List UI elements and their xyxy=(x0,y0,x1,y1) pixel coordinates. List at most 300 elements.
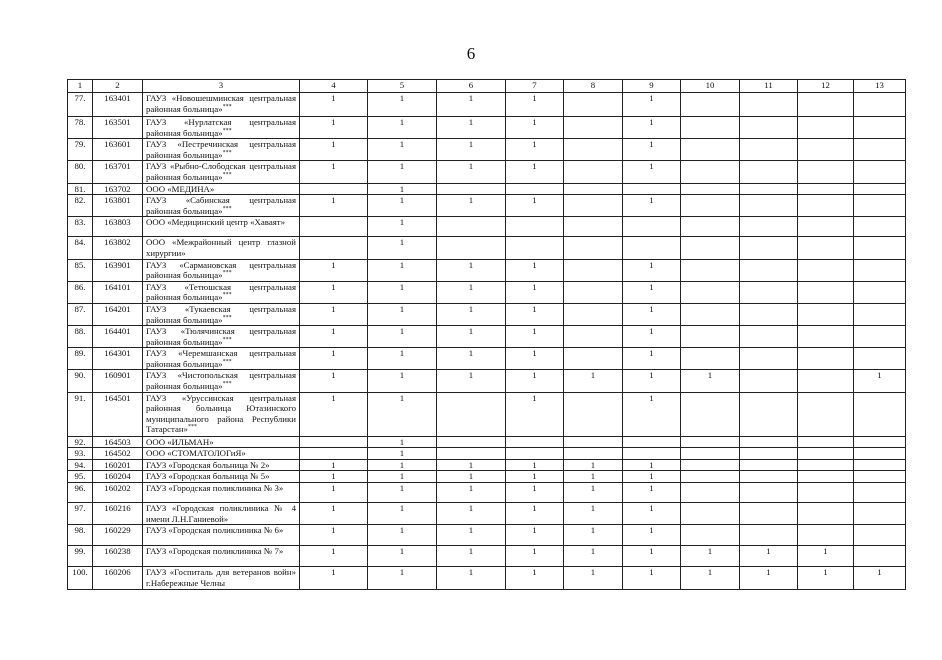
cell-value xyxy=(564,448,623,460)
cell-value: 1 xyxy=(740,567,798,590)
cell-value: 1 xyxy=(300,326,368,348)
cell-value xyxy=(564,303,623,325)
page-number: 6 xyxy=(466,44,476,63)
cell-value xyxy=(740,471,798,483)
cell-value: 1 xyxy=(368,567,437,590)
organization-name xyxy=(143,303,300,325)
table-row xyxy=(68,471,906,483)
table-row xyxy=(68,237,906,259)
row-number: 97. xyxy=(68,503,93,525)
row-number: 85. xyxy=(68,259,93,281)
cell-value xyxy=(564,139,623,161)
cell-value xyxy=(681,303,740,325)
organization-name xyxy=(143,436,300,448)
cell-value xyxy=(854,436,906,448)
cell-value: 1 xyxy=(368,348,437,370)
cell-value: 1 xyxy=(506,281,564,303)
cell-value xyxy=(798,448,854,460)
cell-value xyxy=(300,436,368,448)
column-header: 13 xyxy=(854,80,906,93)
row-number: 77. xyxy=(68,93,93,117)
cell-value: 1 xyxy=(506,303,564,325)
cell-value: 1 xyxy=(368,546,437,567)
cell-value: 1 xyxy=(564,503,623,525)
cell-value: 1 xyxy=(506,195,564,217)
row-code: 163501 xyxy=(93,117,143,139)
row-code: 160229 xyxy=(93,525,143,546)
organization-name xyxy=(143,281,300,303)
organization-name xyxy=(143,195,300,217)
cell-value: 1 xyxy=(368,237,437,259)
cell-value: 1 xyxy=(368,259,437,281)
cell-value: 1 xyxy=(506,370,564,392)
cell-value: 1 xyxy=(564,471,623,483)
cell-value: 1 xyxy=(506,567,564,590)
organization-name-text: ГАУЗ «Рыбно-Слободская центральная районная больница» xyxy=(146,161,296,182)
cell-value: 1 xyxy=(300,259,368,281)
cell-value: 1 xyxy=(623,525,681,546)
footnote-mark: *** xyxy=(187,424,197,431)
cell-value xyxy=(798,370,854,392)
row-code: 163803 xyxy=(93,217,143,237)
cell-value: 1 xyxy=(798,567,854,590)
organization-name-text: ГАУЗ «Пестречинская центральная районная больница» xyxy=(146,139,296,160)
cell-value xyxy=(681,217,740,237)
organization-name-text: ГАУЗ «Уруссинская центральная районная больница Ютазинского муниципального района Республики Татарстан» xyxy=(146,392,296,435)
cell-value: 1 xyxy=(854,567,906,590)
cell-value xyxy=(623,436,681,448)
cell-value xyxy=(506,237,564,259)
cell-value xyxy=(798,217,854,237)
row-number: 98. xyxy=(68,525,93,546)
organization-name-text: ГАУЗ «Городская поликлиника № 4 имени Л.Н.Ганиевой» xyxy=(146,503,296,524)
cell-value: 1 xyxy=(300,483,368,503)
column-header: 1 xyxy=(68,80,93,93)
organization-name xyxy=(143,525,300,546)
organization-name xyxy=(143,448,300,460)
cell-value xyxy=(740,459,798,471)
table-row xyxy=(68,525,906,546)
row-number: 100. xyxy=(68,567,93,590)
cell-value: 1 xyxy=(437,503,506,525)
organization-name xyxy=(143,348,300,370)
organization-name-text: ООО «Межрайонный центр глазной хирургии» xyxy=(146,237,296,258)
cell-value xyxy=(798,348,854,370)
cell-value xyxy=(300,237,368,259)
cell-value: 1 xyxy=(506,326,564,348)
cell-value: 1 xyxy=(437,195,506,217)
organization-name-text: ГАУЗ «Городская поликлиника № 6» xyxy=(146,525,284,536)
cell-value: 1 xyxy=(506,139,564,161)
table-row xyxy=(68,139,906,161)
row-number: 80. xyxy=(68,161,93,183)
table-row xyxy=(68,161,906,183)
cell-value xyxy=(798,161,854,183)
row-number: 89. xyxy=(68,348,93,370)
cell-value xyxy=(681,392,740,436)
cell-value xyxy=(854,161,906,183)
row-code: 164503 xyxy=(93,436,143,448)
cell-value: 1 xyxy=(437,326,506,348)
row-code: 160201 xyxy=(93,459,143,471)
organization-name xyxy=(143,117,300,139)
cell-value: 1 xyxy=(437,161,506,183)
row-code: 163701 xyxy=(93,161,143,183)
row-number: 79. xyxy=(68,139,93,161)
cell-value xyxy=(564,326,623,348)
table-row xyxy=(68,195,906,217)
table-body xyxy=(68,80,906,590)
cell-value xyxy=(854,217,906,237)
cell-value: 1 xyxy=(623,117,681,139)
cell-value: 1 xyxy=(300,139,368,161)
cell-value xyxy=(623,237,681,259)
row-number: 90. xyxy=(68,370,93,392)
cell-value: 1 xyxy=(300,117,368,139)
cell-value: 1 xyxy=(437,370,506,392)
cell-value: 1 xyxy=(623,259,681,281)
column-header: 11 xyxy=(740,80,798,93)
cell-value xyxy=(740,392,798,436)
cell-value: 1 xyxy=(623,195,681,217)
cell-value: 1 xyxy=(564,370,623,392)
cell-value xyxy=(854,237,906,259)
cell-value: 1 xyxy=(437,525,506,546)
organization-name-text: ГАУЗ «Сармановская центральная районная больница» xyxy=(146,259,296,281)
cell-value xyxy=(623,217,681,237)
cell-value xyxy=(437,448,506,460)
organization-name xyxy=(143,259,300,281)
cell-value xyxy=(854,303,906,325)
cell-value xyxy=(798,436,854,448)
row-code: 163702 xyxy=(93,183,143,195)
cell-value xyxy=(564,117,623,139)
cell-value xyxy=(681,93,740,117)
cell-value xyxy=(854,259,906,281)
cell-value xyxy=(681,483,740,503)
cell-value: 1 xyxy=(506,117,564,139)
cell-value xyxy=(437,183,506,195)
cell-value xyxy=(798,183,854,195)
cell-value: 1 xyxy=(854,370,906,392)
organization-name xyxy=(143,139,300,161)
row-number: 99. xyxy=(68,546,93,567)
cell-value xyxy=(564,281,623,303)
row-number: 86. xyxy=(68,281,93,303)
cell-value xyxy=(564,217,623,237)
cell-value: 1 xyxy=(300,471,368,483)
cell-value xyxy=(854,117,906,139)
organization-name xyxy=(143,483,300,503)
cell-value xyxy=(854,483,906,503)
cell-value: 1 xyxy=(623,348,681,370)
row-code: 163901 xyxy=(93,259,143,281)
cell-value xyxy=(564,436,623,448)
column-header: 12 xyxy=(798,80,854,93)
table-row xyxy=(68,217,906,237)
row-code: 163802 xyxy=(93,237,143,259)
cell-value: 1 xyxy=(506,392,564,436)
cell-value: 1 xyxy=(368,183,437,195)
cell-value: 1 xyxy=(506,483,564,503)
cell-value xyxy=(740,525,798,546)
cell-value: 1 xyxy=(506,161,564,183)
cell-value: 1 xyxy=(623,93,681,117)
cell-value: 1 xyxy=(623,303,681,325)
cell-value xyxy=(854,139,906,161)
organization-name-text: ГАУЗ «Чистопольская центральная районная больница» xyxy=(146,370,296,392)
cell-value: 1 xyxy=(437,348,506,370)
table-row xyxy=(68,370,906,392)
cell-value xyxy=(506,183,564,195)
cell-value xyxy=(437,392,506,436)
cell-value xyxy=(798,303,854,325)
row-code: 164501 xyxy=(93,392,143,436)
table-row xyxy=(68,546,906,567)
cell-value xyxy=(681,183,740,195)
cell-value xyxy=(564,195,623,217)
table-row xyxy=(68,459,906,471)
cell-value: 1 xyxy=(368,139,437,161)
cell-value: 1 xyxy=(564,525,623,546)
table-row xyxy=(68,183,906,195)
cell-value xyxy=(437,436,506,448)
row-code: 163401 xyxy=(93,93,143,117)
cell-value xyxy=(740,503,798,525)
cell-value xyxy=(854,348,906,370)
organization-name-text: ГАУЗ «Сабинская центральная районная больница» xyxy=(146,195,296,216)
cell-value xyxy=(740,183,798,195)
cell-value xyxy=(854,525,906,546)
table-row xyxy=(68,326,906,348)
cell-value: 1 xyxy=(368,217,437,237)
footnote-mark: *** xyxy=(222,205,232,212)
cell-value: 1 xyxy=(437,483,506,503)
cell-value xyxy=(740,195,798,217)
organization-name-text: ГАУЗ «Городская поликлиника № 7» xyxy=(146,546,284,557)
row-number: 94. xyxy=(68,459,93,471)
cell-value xyxy=(854,471,906,483)
row-code: 160238 xyxy=(93,546,143,567)
row-code: 164201 xyxy=(93,303,143,325)
cell-value xyxy=(798,195,854,217)
cell-value: 1 xyxy=(623,139,681,161)
row-number: 87. xyxy=(68,303,93,325)
column-header: 8 xyxy=(564,80,623,93)
cell-value xyxy=(798,259,854,281)
organization-name-text: ООО «СТОМАТОЛОГиЯ» xyxy=(146,448,246,459)
cell-value: 1 xyxy=(437,471,506,483)
organization-name xyxy=(143,471,300,483)
cell-value xyxy=(681,348,740,370)
cell-value xyxy=(564,392,623,436)
cell-value: 1 xyxy=(623,567,681,590)
cell-value: 1 xyxy=(437,93,506,117)
cell-value: 1 xyxy=(506,503,564,525)
cell-value xyxy=(681,237,740,259)
cell-value: 1 xyxy=(506,471,564,483)
cell-value xyxy=(681,195,740,217)
cell-value xyxy=(740,93,798,117)
organization-name-text: ГАУЗ «Тюлячинская центральная районная больница» xyxy=(146,326,296,347)
cell-value: 1 xyxy=(681,546,740,567)
organization-name-text: ООО «МЕДИНА» xyxy=(146,183,215,194)
cell-value xyxy=(854,503,906,525)
organization-name xyxy=(143,459,300,471)
row-number: 95. xyxy=(68,471,93,483)
cell-value: 1 xyxy=(623,459,681,471)
footnote-mark: *** xyxy=(222,149,232,156)
column-header: 3 xyxy=(143,80,300,93)
row-number: 82. xyxy=(68,195,93,217)
cell-value: 1 xyxy=(506,348,564,370)
row-number: 78. xyxy=(68,117,93,139)
organization-name-text: ГАУЗ «Новошешминская центральная районная больница» xyxy=(146,93,296,114)
cell-value: 1 xyxy=(437,139,506,161)
cell-value: 1 xyxy=(368,93,437,117)
cell-value xyxy=(740,161,798,183)
organization-name-text: ГАУЗ «Городская больница № 5» xyxy=(146,471,270,482)
organization-name-text: ООО «Медицинский центр «Хаваят» xyxy=(146,217,286,228)
table-row xyxy=(68,436,906,448)
cell-value xyxy=(300,217,368,237)
cell-value xyxy=(740,303,798,325)
row-number: 81. xyxy=(68,183,93,195)
cell-value: 1 xyxy=(368,525,437,546)
cell-value xyxy=(506,436,564,448)
row-number: 84. xyxy=(68,237,93,259)
cell-value: 1 xyxy=(681,567,740,590)
header-row xyxy=(68,80,906,93)
cell-value xyxy=(681,503,740,525)
cell-value: 1 xyxy=(623,326,681,348)
table-row xyxy=(68,448,906,460)
cell-value xyxy=(681,259,740,281)
organization-name xyxy=(143,326,300,348)
cell-value xyxy=(740,139,798,161)
organization-name xyxy=(143,161,300,183)
cell-value: 1 xyxy=(368,326,437,348)
row-number: 88. xyxy=(68,326,93,348)
cell-value xyxy=(681,471,740,483)
row-code: 164101 xyxy=(93,281,143,303)
cell-value: 1 xyxy=(368,471,437,483)
cell-value xyxy=(564,348,623,370)
cell-value xyxy=(681,525,740,546)
organization-name xyxy=(143,183,300,195)
table-row xyxy=(68,259,906,281)
cell-value: 1 xyxy=(300,195,368,217)
cell-value: 1 xyxy=(368,195,437,217)
cell-value xyxy=(854,93,906,117)
cell-value: 1 xyxy=(564,459,623,471)
cell-value: 1 xyxy=(623,392,681,436)
cell-value: 1 xyxy=(564,567,623,590)
organization-name-text: ГАУЗ «Нурлатская центральная районная больница» xyxy=(146,117,296,138)
cell-value xyxy=(740,117,798,139)
row-code: 163601 xyxy=(93,139,143,161)
row-code: 160901 xyxy=(93,370,143,392)
cell-value: 1 xyxy=(368,161,437,183)
cell-value xyxy=(681,139,740,161)
cell-value xyxy=(854,459,906,471)
row-number: 93. xyxy=(68,448,93,460)
cell-value xyxy=(854,448,906,460)
cell-value: 1 xyxy=(623,370,681,392)
data-table xyxy=(67,79,906,590)
cell-value xyxy=(681,326,740,348)
cell-value xyxy=(564,161,623,183)
cell-value xyxy=(740,237,798,259)
organization-name xyxy=(143,567,300,590)
column-header: 10 xyxy=(681,80,740,93)
cell-value xyxy=(681,117,740,139)
cell-value: 1 xyxy=(368,370,437,392)
cell-value: 1 xyxy=(300,392,368,436)
cell-value: 1 xyxy=(368,483,437,503)
cell-value xyxy=(854,281,906,303)
cell-value xyxy=(506,448,564,460)
cell-value xyxy=(798,93,854,117)
cell-value: 1 xyxy=(437,259,506,281)
organization-name xyxy=(143,93,300,117)
footnote-mark: *** xyxy=(222,358,232,365)
cell-value: 1 xyxy=(300,503,368,525)
cell-value: 1 xyxy=(623,471,681,483)
cell-value: 1 xyxy=(300,303,368,325)
cell-value: 1 xyxy=(681,370,740,392)
cell-value xyxy=(798,392,854,436)
cell-value xyxy=(437,217,506,237)
cell-value: 1 xyxy=(300,161,368,183)
cell-value: 1 xyxy=(798,546,854,567)
cell-value: 1 xyxy=(564,546,623,567)
cell-value xyxy=(854,326,906,348)
cell-value: 1 xyxy=(564,483,623,503)
cell-value: 1 xyxy=(300,370,368,392)
cell-value: 1 xyxy=(623,161,681,183)
cell-value xyxy=(623,183,681,195)
row-number: 83. xyxy=(68,217,93,237)
cell-value xyxy=(300,448,368,460)
organization-name-text: ГАУЗ «Тукаевская центральная районная больница» xyxy=(146,303,296,325)
column-header: 7 xyxy=(506,80,564,93)
row-code: 164502 xyxy=(93,448,143,460)
cell-value: 1 xyxy=(506,459,564,471)
cell-value: 1 xyxy=(437,546,506,567)
cell-value: 1 xyxy=(623,281,681,303)
footnote-mark: *** xyxy=(222,292,232,299)
cell-value xyxy=(740,436,798,448)
cell-value xyxy=(740,483,798,503)
cell-value xyxy=(623,448,681,460)
cell-value xyxy=(798,237,854,259)
cell-value xyxy=(740,281,798,303)
organization-name-text: ГАУЗ «Городская больница № 2» xyxy=(146,459,270,470)
row-number: 92. xyxy=(68,436,93,448)
table-row xyxy=(68,117,906,139)
cell-value: 1 xyxy=(623,483,681,503)
cell-value xyxy=(854,392,906,436)
table-row xyxy=(68,392,906,436)
cell-value: 1 xyxy=(437,281,506,303)
table-row xyxy=(68,93,906,117)
table-row xyxy=(68,567,906,590)
cell-value xyxy=(740,326,798,348)
footnote-mark: *** xyxy=(222,270,232,277)
cell-value: 1 xyxy=(368,117,437,139)
cell-value xyxy=(798,459,854,471)
